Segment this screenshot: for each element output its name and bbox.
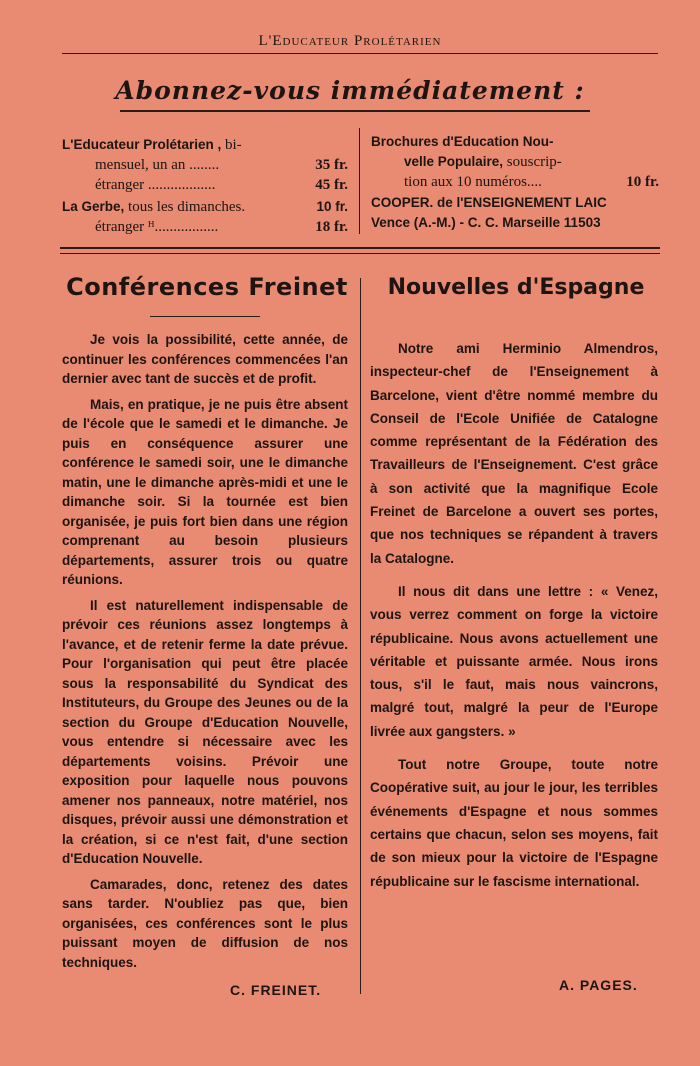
price-value: 18 fr. [315,219,348,235]
running-title: L'Educateur Prolétarien [258,33,442,49]
publisher-name: COOPER. de l'ENSEIGNEMENT LAIC [371,195,607,210]
price-line [62,217,348,237]
price-line [371,193,659,213]
price-value: 10 fr. [316,199,348,214]
subscriptions-left [62,135,348,237]
banner-underline [120,110,590,112]
paragraph: Il est naturellement indispensable de prévoir ces réunions assez longtemps à l'avance, et de retenir ferme la date prévue. Pour l'organisation qui peut être placée sous la responsabilité du Syndicat des Instituteurs, du Groupe des Jeunes ou de la section du Groupe d'Education Nouvelle, vous entendre si nécessaire avec les départements voisins. Prévoir une exposition pour laquelle nous pouvons amener nos panneaux, notre matériel, nos disques, prévoir aussi une démonstration et la création, si ce n'est fait, d'une section d'Education Nouvelle. [62,597,348,866]
price-line-label: tion aux 10 numéros.... [404,174,542,190]
title-underline [150,316,260,317]
header-rule [62,53,658,54]
price-line-bold: Brochures d'Education Nou- [371,134,554,149]
paragraph: Tout notre Groupe, toute notre Coopérative suit, au jour le jour, les terribles événements d'Espagne et nous sommes certains que chacun, selon ses moyens, fait de son mieux pour la victoire de l'Espagne républicaine sur le fascisme international. [370,757,658,889]
price-value: 45 fr. [315,177,348,193]
article-title-espagne: Nouvelles d'Espagne [387,275,645,300]
price-line [62,155,348,175]
paragraph: Il nous dit dans une lettre : « Venez, vous verrez comment on forge la victoire républicaine. Nous avons actuellement une véritable et puissante armée. Nous irons tous, s'il le faut, mais nous vaincrons, malgré tout, malgré la peur de l'Europe livrée aux gangsters. » [370,583,658,739]
subscriptions-divider [359,128,360,234]
price-value: 10 fr. [626,174,659,190]
article-body-espagne [370,337,658,899]
price-line [371,213,659,233]
subscriptions-right [371,132,659,233]
article-title-freinet: Conférences Freinet [66,273,348,301]
subscription-banner: Abonnez-vous immédiatement : [115,76,585,105]
price-value: 35 fr. [315,157,348,173]
price-line [62,175,348,195]
paragraph: Notre ami Herminio Almendros, inspecteur-chef de l'Enseignement à Barcelone, vient d'être nommé membre du Conseil de l'Ecole Unifiée de Catalogne comme représentant de la Fédération des Travailleurs de l'Enseignement. C'est grâce à son activité que la magnifique Ecole Freinet de Barcelone a ouvert ses portes, que nos techniques se répandent à travers la Catalogne. [370,341,658,566]
publisher-address: Vence (A.-M.) - C. C. Marseille 11503 [371,215,601,230]
price-line-bold: La Gerbe, [62,199,125,214]
section-rule-bottom [60,253,660,254]
price-line-label: étranger .................. [95,177,216,193]
signature-freinet: C. FREINET. [230,982,322,998]
paragraph: Camarades, donc, retenez des dates sans tarder. N'oubliez pas que, bien organisées, ces conférences sont le plus puissant moyen de diffusion de nos techniques. [62,876,348,970]
paragraph: Mais, en pratique, je ne puis être absent de l'école que le samedi et le dimanche. Je puis en conséquence assurer une conférence le samedi soir, une le dimanche matin, une le dimanche après-midi et une le dimanche soir. Si la tournée est bien organisée, je puis fort bien dans une région comprenant au besoin plusieurs départements, assurer trois ou quatre réunions. [62,396,348,587]
price-line [371,132,659,152]
price-line-label: mensuel, un an ........ [95,157,220,173]
price-line-label: étranger ᴴ................. [95,219,219,235]
price-line-label: souscrip- [503,154,562,170]
section-rule-top [60,247,660,249]
paragraph: Je vois la possibilité, cette année, de continuer les conférences commencées l'an dernier avec tant de succès et de profit. [62,332,348,386]
price-line [371,152,659,172]
article-body-freinet [62,330,348,978]
price-line-label: tous les dimanches. [124,199,246,215]
price-line-bold: velle Populaire, [404,154,504,169]
column-divider [360,278,361,994]
price-line [62,135,348,155]
price-line-bold: L'Educateur Prolétarien , [62,137,222,152]
price-line [371,172,659,192]
price-line [62,197,348,217]
price-line-label: bi- [221,137,242,153]
signature-pages: A. PAGES. [559,977,638,993]
